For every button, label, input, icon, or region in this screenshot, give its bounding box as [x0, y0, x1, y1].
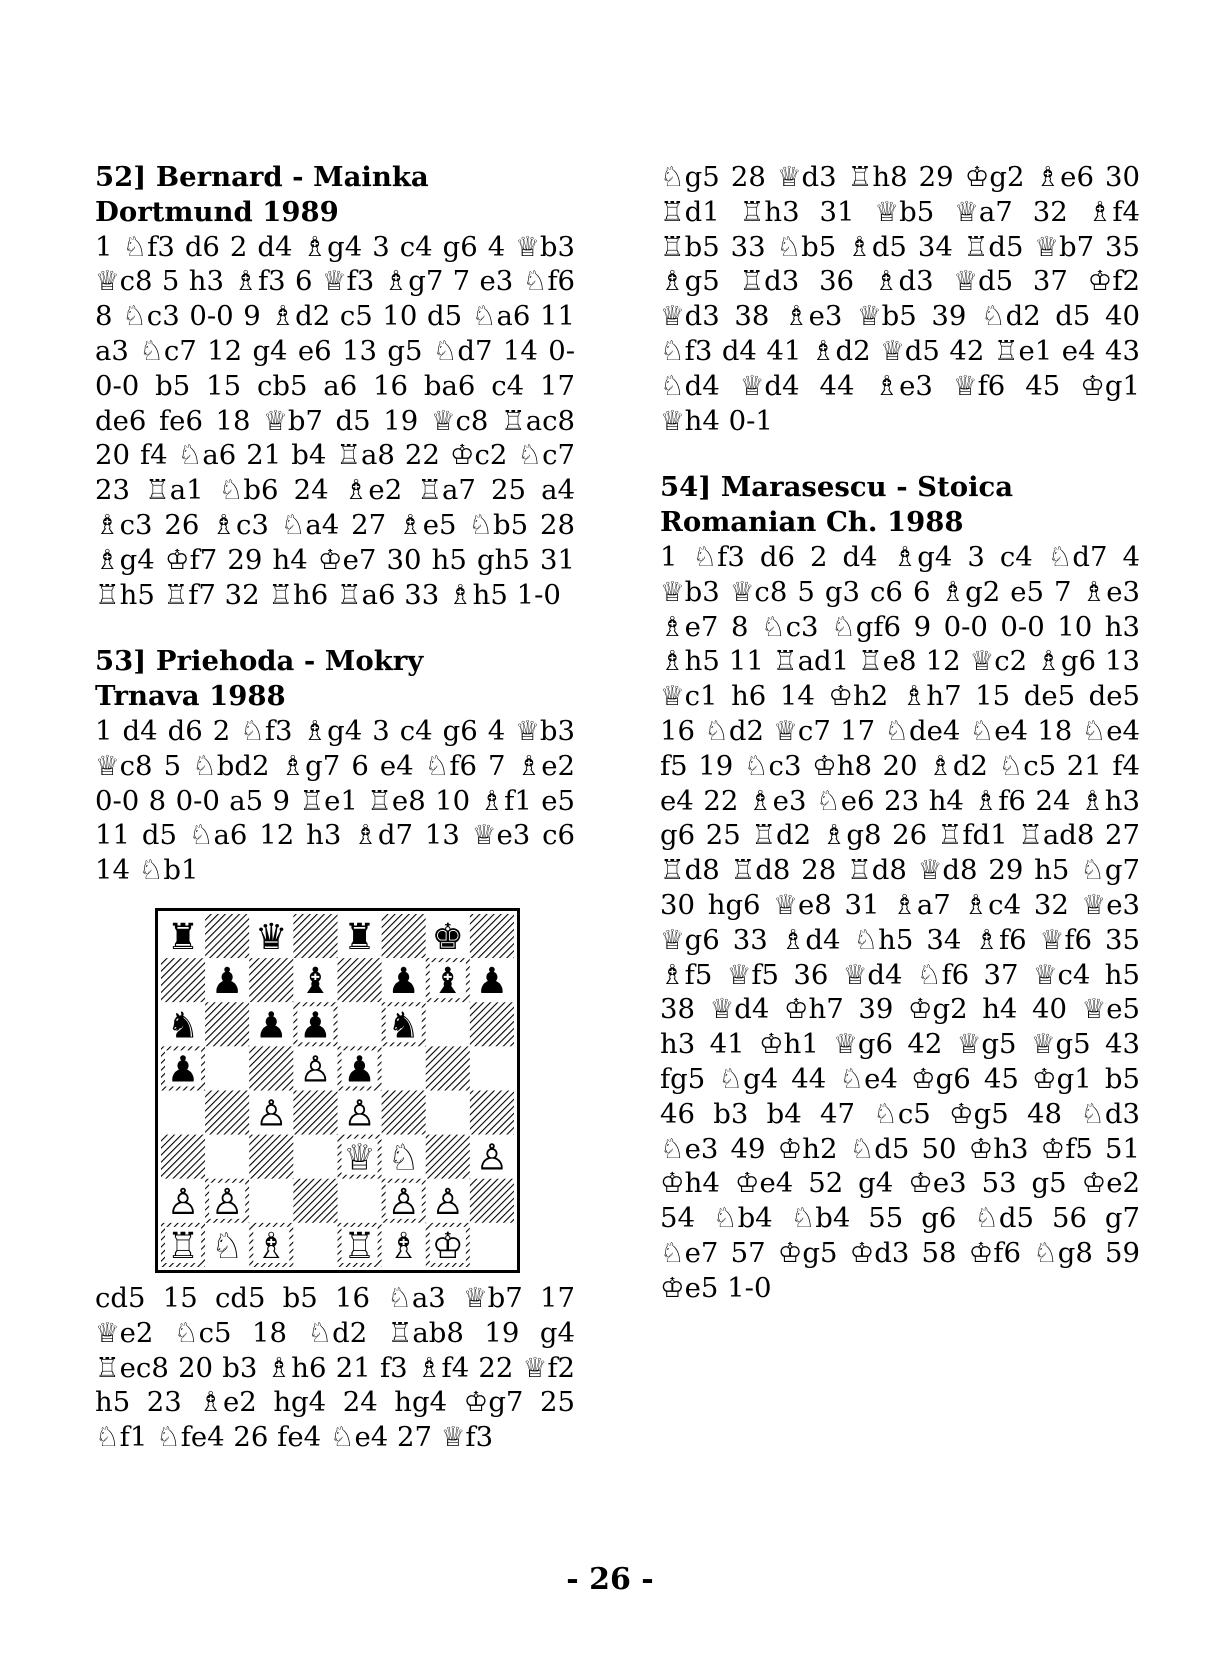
square-d1 — [293, 1223, 337, 1267]
piece-g1: ♔ — [431, 1225, 464, 1267]
square-e7 — [338, 958, 382, 1002]
square-a4 — [161, 1090, 205, 1134]
piece-h7: ♟ — [475, 961, 509, 1003]
game-54-title: 54] Marasescu - Stoica — [660, 471, 1014, 504]
piece-a5: ♟ — [166, 1049, 200, 1091]
piece-g2: ♙ — [431, 1181, 464, 1223]
piece-e3: ♕ — [343, 1137, 376, 1179]
piece-d5: ♙ — [299, 1049, 332, 1091]
square-c5 — [249, 1046, 293, 1090]
game-53-moves-after-diagram: cd5 15 cd5 b5 16 ♘a3 ♕b7 17 ♕e2 ♘c5 18 ♘d2 ♖ab8 19 g4 ♖ec8 20 b3 ♗h6 21 f3 ♗f4 22 ♕f2 h5 23 ♗e2 hg4 24 hg4 ♔g7 25 ♘f1 ♘fe4 26 fe4 ♘e4 27 ♕f3 — [95, 1281, 575, 1454]
game-53-title: 53] Priehoda - Mokry — [95, 645, 424, 678]
square-f5 — [382, 1046, 426, 1090]
square-d2 — [293, 1179, 337, 1223]
square-b6 — [205, 1002, 249, 1046]
piece-a2: ♙ — [166, 1181, 200, 1223]
piece-c6: ♟ — [255, 1005, 288, 1047]
piece-c8: ♛ — [255, 917, 288, 958]
piece-f3: ♘ — [387, 1137, 420, 1179]
piece-e4: ♙ — [343, 1093, 376, 1135]
square-d4 — [293, 1090, 337, 1134]
square-a3 — [161, 1135, 205, 1179]
square-h1 — [470, 1223, 514, 1267]
square-g6 — [426, 1002, 470, 1046]
piece-d6: ♟ — [299, 1005, 332, 1047]
piece-d7: ♝ — [299, 961, 332, 1003]
piece-f2: ♙ — [387, 1181, 420, 1223]
square-h4 — [470, 1090, 514, 1134]
square-g3 — [426, 1135, 470, 1179]
piece-h3: ♙ — [475, 1137, 509, 1179]
game-52-moves: 1 ♘f3 d6 2 d4 ♗g4 3 c4 g6 4 ♕b3 ♕c8 5 h3 ♗f3 6 ♕f3 ♗g7 7 e3 ♘f6 8 ♘c3 0-0 9 ♗d2 c5 10 d5 ♘a6 11 a3 ♘c7 12 g4 e6 13 g5 ♘d7 14 0-0-0 b5 15 cb5 a6 16 ba6 c4 17 de6 fe6 18 ♕b7 d5 19 ♕c8 ♖ac8 20 f4 ♘a6 21 b4 ♖a8 22 ♔c2 ♘c7 23 ♖a1 ♘b6 24 ♗e2 ♖a7 25 a4 ♗c3 26 ♗c3 ♘a4 27 ♗e5 ♘b5 28 ♗g4 ♔f7 29 h4 ♔e7 30 h5 gh5 31 ♖h5 ♖f7 32 ♖h6 ♖a6 33 ♗h5 1-0 — [95, 230, 575, 611]
piece-f7: ♟ — [387, 961, 420, 1003]
game-54-event: Romanian Ch. 1988 — [660, 506, 964, 539]
square-b4 — [205, 1090, 249, 1134]
piece-g7: ♝ — [431, 961, 464, 1003]
square-b5 — [205, 1046, 249, 1090]
game-53-moves-continued: ♘g5 28 ♕d3 ♖h8 29 ♔g2 ♗e6 30 ♖d1 ♖h3 31 ♕b5 ♕a7 32 ♗f4 ♖b5 33 ♘b5 ♗d5 34 ♖d5 ♕b7 35 ♗g5 ♖d3 36 ♗d3 ♕d5 37 ♔f2 ♕d3 38 ♗e3 ♕b5 39 ♘d2 d5 40 ♘f3 d4 41 ♗d2 ♕d5 42 ♖e1 e4 43 ♘d4 ♕d4 44 ♗e3 ♕f6 45 ♔g1 ♕h4 0-1 — [660, 161, 1140, 437]
game-54-moves: 1 ♘f3 d6 2 d4 ♗g4 3 c4 ♘d7 4 ♕b3 ♕c8 5 g3 c6 6 ♗g2 e5 7 ♗e3 ♗e7 8 ♘c3 ♘gf6 9 0-0 0-0 10 h3 ♗h5 11 ♖ad1 ♖e8 12 ♕c2 ♗g6 13 ♕c1 h6 14 ♔h2 ♗h7 15 de5 de5 16 ♘d2 ♕c7 17 ♘de4 ♘e4 18 ♘e4 f5 19 ♘c3 ♔h8 20 ♗d2 ♘c5 21 f4 e4 22 ♗e3 ♘e6 23 h4 ♗f6 24 ♗h3 g6 25 ♖d2 ♗g8 26 ♖fd1 ♖ad8 27 ♖d8 ♖d8 28 ♖d8 ♕d8 29 h5 ♘g7 30 hg6 ♕e8 31 ♗a7 ♗c4 32 ♕e3 ♕g6 33 ♗d4 ♘h5 34 ♗f6 ♕f6 35 ♗f5 ♕f5 36 ♕d4 ♘f6 37 ♕c4 h5 38 ♕d4 ♔h7 39 ♔g2 h4 40 ♕e5 h3 41 ♔h1 ♕g6 42 ♕g5 ♕g5 43 fg5 ♘g4 44 ♘e4 ♔g6 45 ♔g1 b5 46 b3 b4 47 ♘c5 ♔g5 48 ♘d3 ♘e3 49 ♔h2 ♘d5 50 ♔h3 ♔f5 51 ♔h4 ♔e4 52 g4 ♔e3 53 g5 ♔e2 54 ♘b4 ♘b4 55 g6 ♘d5 56 g7 ♘e7 57 ♔g5 ♔d3 58 ♔f6 ♘g8 59 ♔e5 1-0 — [660, 540, 1140, 1304]
page-number: - 26 - — [566, 1562, 654, 1597]
square-h5 — [470, 1046, 514, 1090]
game-52-title: 52] Bernard - Mainka — [95, 161, 429, 193]
square-f8 — [382, 914, 426, 958]
square-c3 — [249, 1135, 293, 1179]
chess-diagram — [155, 908, 520, 1273]
square-a7 — [161, 958, 205, 1002]
square-h2 — [470, 1179, 514, 1223]
game-52-event: Dortmund 1989 — [95, 195, 339, 228]
game-53-event: Trnava 1988 — [95, 680, 286, 713]
square-b8 — [205, 914, 249, 958]
piece-a1: ♖ — [166, 1225, 200, 1267]
piece-e8: ♜ — [343, 917, 376, 958]
piece-a6: ♞ — [166, 1005, 200, 1047]
square-c7 — [249, 958, 293, 1002]
piece-b7: ♟ — [211, 961, 244, 1003]
piece-b2: ♙ — [211, 1181, 244, 1223]
square-e2 — [338, 1179, 382, 1223]
piece-b1: ♘ — [211, 1225, 244, 1267]
square-h8 — [470, 914, 514, 958]
piece-e1: ♖ — [343, 1225, 376, 1267]
piece-c4: ♙ — [255, 1093, 288, 1135]
square-g5 — [426, 1046, 470, 1090]
left-column — [95, 160, 575, 1455]
square-d3 — [293, 1135, 337, 1179]
square-f4 — [382, 1090, 426, 1134]
chess-board — [161, 914, 514, 1267]
square-b3 — [205, 1135, 249, 1179]
square-e6 — [338, 1002, 382, 1046]
square-c2 — [249, 1179, 293, 1223]
piece-e5: ♟ — [343, 1049, 376, 1091]
square-g4 — [426, 1090, 470, 1134]
piece-c1: ♗ — [255, 1225, 288, 1267]
piece-f1: ♗ — [387, 1225, 420, 1267]
square-h6 — [470, 1002, 514, 1046]
game-53-moves-before-diagram: 1 d4 d6 2 ♘f3 ♗g4 3 c4 g6 4 ♕b3 ♕c8 5 ♘bd2 ♗g7 6 e4 ♘f6 7 ♗e2 0-0 8 0-0 a5 9 ♖e1 ♖e8 10 ♗f1 e5 11 d5 ♘a6 12 h3 ♗d7 13 ♕e3 c6 14 ♘b1 — [95, 714, 575, 887]
piece-f6: ♞ — [387, 1005, 420, 1047]
piece-a8: ♜ — [166, 917, 200, 958]
square-d8 — [293, 914, 337, 958]
piece-g8: ♚ — [431, 917, 464, 958]
right-column — [660, 160, 1140, 1306]
